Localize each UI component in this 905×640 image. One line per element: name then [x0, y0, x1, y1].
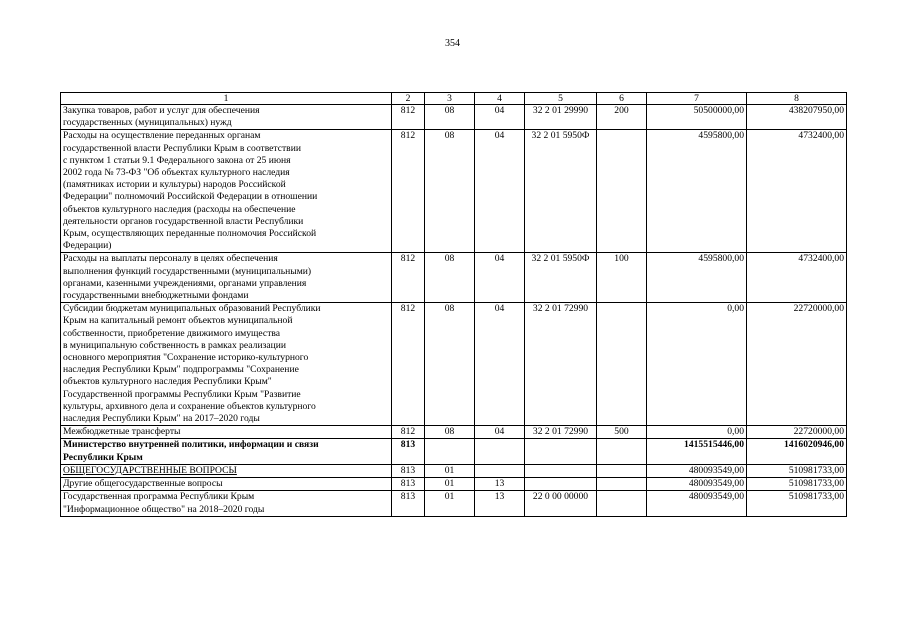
amount-col7: 0,00 — [647, 426, 747, 439]
subsection-code: 04 — [475, 130, 525, 253]
amount-col7: 480093549,00 — [647, 491, 747, 516]
section-code: 08 — [425, 253, 475, 303]
target-code: 32 2 01 5950Ф — [525, 130, 597, 253]
dept-code: 812 — [392, 130, 425, 253]
amount-col8: 1416020946,00 — [747, 439, 847, 464]
dept-code: 813 — [392, 439, 425, 464]
section-code: 01 — [425, 478, 475, 491]
expense-type — [597, 439, 647, 464]
amount-col7: 0,00 — [647, 303, 747, 426]
table-row — [61, 105, 847, 130]
section-code: 08 — [425, 130, 475, 253]
row-name: Министерство внутренней политики, информации и связи Республики Крым — [61, 439, 392, 464]
row-name: ОБЩЕГОСУДАРСТВЕННЫЕ ВОПРОСЫ — [61, 464, 392, 477]
row-name: Межбюджетные трансферты — [61, 426, 392, 439]
column-header: 5 — [525, 93, 597, 105]
amount-col7: 4595800,00 — [647, 253, 747, 303]
section-code: 01 — [425, 464, 475, 477]
section-code: 08 — [425, 303, 475, 426]
expense-type: 100 — [597, 253, 647, 303]
row-name: Расходы на осуществление переданных органам государственной власти Республики Крым в соответствии с пунктом 1 статьи 9.1 Федерального закона от 25 июня 2002 года № 73-ФЗ "Об объектах культурного наследия (памятниках истории и культуры) народов Российской Федерации" полномочий Российской Федерации в отношении объектов культурного наследия (расходы на обеспечение деятельности органов государственной власти Республики Крым, осуществляющих переданные полномочия Российской Федерации) — [61, 130, 392, 253]
subsection-code — [475, 439, 525, 464]
dept-code: 813 — [392, 491, 425, 516]
expense-type — [597, 478, 647, 491]
amount-col8: 510981733,00 — [747, 464, 847, 477]
dept-code: 812 — [392, 105, 425, 130]
expense-type: 500 — [597, 426, 647, 439]
table-row — [61, 478, 847, 491]
column-header: 2 — [392, 93, 425, 105]
amount-col7: 4595800,00 — [647, 130, 747, 253]
table-row — [61, 439, 847, 464]
subsection-code: 04 — [475, 426, 525, 439]
row-name: Расходы на выплаты персоналу в целях обеспечения выполнения функций государственными (муниципальными) органами, казенными учреждениями, органами управления государственными внебюджетными фондами — [61, 253, 392, 303]
table-row — [61, 130, 847, 253]
dept-code: 813 — [392, 464, 425, 477]
section-code — [425, 439, 475, 464]
amount-col8: 510981733,00 — [747, 478, 847, 491]
row-name: Субсидии бюджетам муниципальных образований Республики Крым на капитальный ремонт объектов муниципальной собственности, приобретение движимого имущества в муниципальную собственность в рамках реализации основного мероприятия "Сохранение историко-культурного наследия Республики Крым" подпрограммы "Сохранение объектов культурного наследия Республики Крым" Государственной программы Республики Крым "Развитие культуры, архивного дела и сохранение объектов культурного наследия Республики Крым" на 2017–2020 годы — [61, 303, 392, 426]
column-number-row — [61, 93, 847, 105]
subsection-code: 04 — [475, 303, 525, 426]
dept-code: 812 — [392, 253, 425, 303]
target-code: 32 2 01 29990 — [525, 105, 597, 130]
budget-table — [60, 92, 847, 517]
amount-col7: 1415515446,00 — [647, 439, 747, 464]
amount-col7: 480093549,00 — [647, 464, 747, 477]
table-row — [61, 491, 847, 516]
subsection-code: 13 — [475, 478, 525, 491]
column-header: 4 — [475, 93, 525, 105]
amount-col8: 22720000,00 — [747, 426, 847, 439]
subsection-code: 04 — [475, 105, 525, 130]
amount-col8: 4732400,00 — [747, 253, 847, 303]
amount-col8: 4732400,00 — [747, 130, 847, 253]
page-number: 354 — [445, 38, 460, 49]
target-code: 22 0 00 00000 — [525, 491, 597, 516]
target-code: 32 2 01 72990 — [525, 426, 597, 439]
dept-code: 813 — [392, 478, 425, 491]
target-code — [525, 464, 597, 477]
column-header: 3 — [425, 93, 475, 105]
amount-col7: 480093549,00 — [647, 478, 747, 491]
row-name: Государственная программа Республики Крым "Информационное общество" на 2018–2020 годы — [61, 491, 392, 516]
amount-col8: 510981733,00 — [747, 491, 847, 516]
subsection-code — [475, 464, 525, 477]
amount-col8: 22720000,00 — [747, 303, 847, 426]
target-code — [525, 439, 597, 464]
table-row — [61, 464, 847, 477]
column-header: 6 — [597, 93, 647, 105]
section-code: 08 — [425, 105, 475, 130]
table-row — [61, 253, 847, 303]
expense-type — [597, 130, 647, 253]
row-name: Закупка товаров, работ и услуг для обеспечения государственных (муниципальных) нужд — [61, 105, 392, 130]
target-code: 32 2 01 5950Ф — [525, 253, 597, 303]
expense-type — [597, 491, 647, 516]
target-code — [525, 478, 597, 491]
row-name: Другие общегосударственные вопросы — [61, 478, 392, 491]
section-code: 01 — [425, 491, 475, 516]
dept-code: 812 — [392, 426, 425, 439]
column-header: 1 — [61, 93, 392, 105]
table-row — [61, 426, 847, 439]
expense-type: 200 — [597, 105, 647, 130]
expense-type — [597, 303, 647, 426]
subsection-code: 13 — [475, 491, 525, 516]
amount-col8: 438207950,00 — [747, 105, 847, 130]
target-code: 32 2 01 72990 — [525, 303, 597, 426]
dept-code: 812 — [392, 303, 425, 426]
column-header: 7 — [647, 93, 747, 105]
expense-type — [597, 464, 647, 477]
section-code: 08 — [425, 426, 475, 439]
amount-col7: 50500000,00 — [647, 105, 747, 130]
table-row — [61, 303, 847, 426]
subsection-code: 04 — [475, 253, 525, 303]
column-header: 8 — [747, 93, 847, 105]
